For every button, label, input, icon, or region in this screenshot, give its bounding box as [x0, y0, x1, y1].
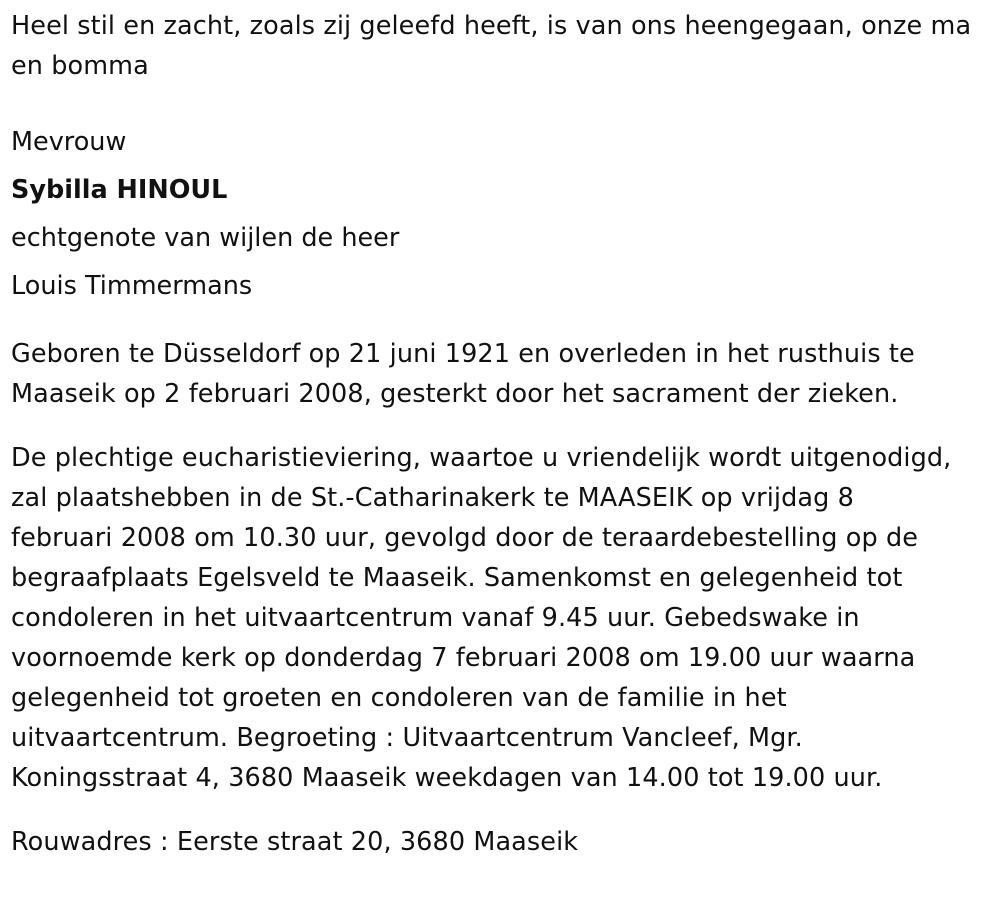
- intro-text: Heel stil en zacht, zoals zij geleefd heeft, is van ons heengegaan, onze ma en bomma: [11, 11, 972, 81]
- relation-line-2: Louis Timmermans: [11, 271, 253, 301]
- salutation: Mevrouw: [11, 127, 127, 157]
- obituary-document: [11, 6, 996, 862]
- spacer: [11, 414, 996, 438]
- birth-death-text: Geboren te Düsseldorf op 21 juni 1921 en overleden in het rusthuis te Maaseik op 2 februari 2008, gesterkt door het sacrament der zieken.: [11, 339, 915, 409]
- relation-line-1: echtgenote van wijlen de heer: [11, 223, 400, 253]
- ceremony-text: De plechtige eucharistieviering, waartoe u vriendelijk wordt uitgenodigd, zal plaatshebben in de St.-Catharinakerk te MAASEIK op vrijdag 8 februari 2008 om 10.30 uur, gevolgd door de teraardebestelling op de begraafplaats Egelsveld te Maaseik. Samenkomst en gelegenheid tot condoleren in het uitvaartcentrum vanaf 9.45 uur. Gebedswake in voornoemde kerk op donderdag 7 februari 2008 om 19.00 uur waarna gelegenheid tot groeten en condoleren van de familie in het uitvaartcentrum. Begroeting : Uitvaartcentrum Vancleef, Mgr. Koningsstraat 4, 3680 Maaseik weekdagen van 14.00 tot 19.00 uur.: [11, 443, 952, 793]
- spacer: [11, 310, 996, 334]
- deceased-name: Sybilla HINOUL: [11, 175, 228, 205]
- spacer: [11, 86, 996, 118]
- mourning-address: Rouwadres : Eerste straat 20, 3680 Maaseik: [11, 827, 579, 857]
- spacer: [11, 798, 996, 822]
